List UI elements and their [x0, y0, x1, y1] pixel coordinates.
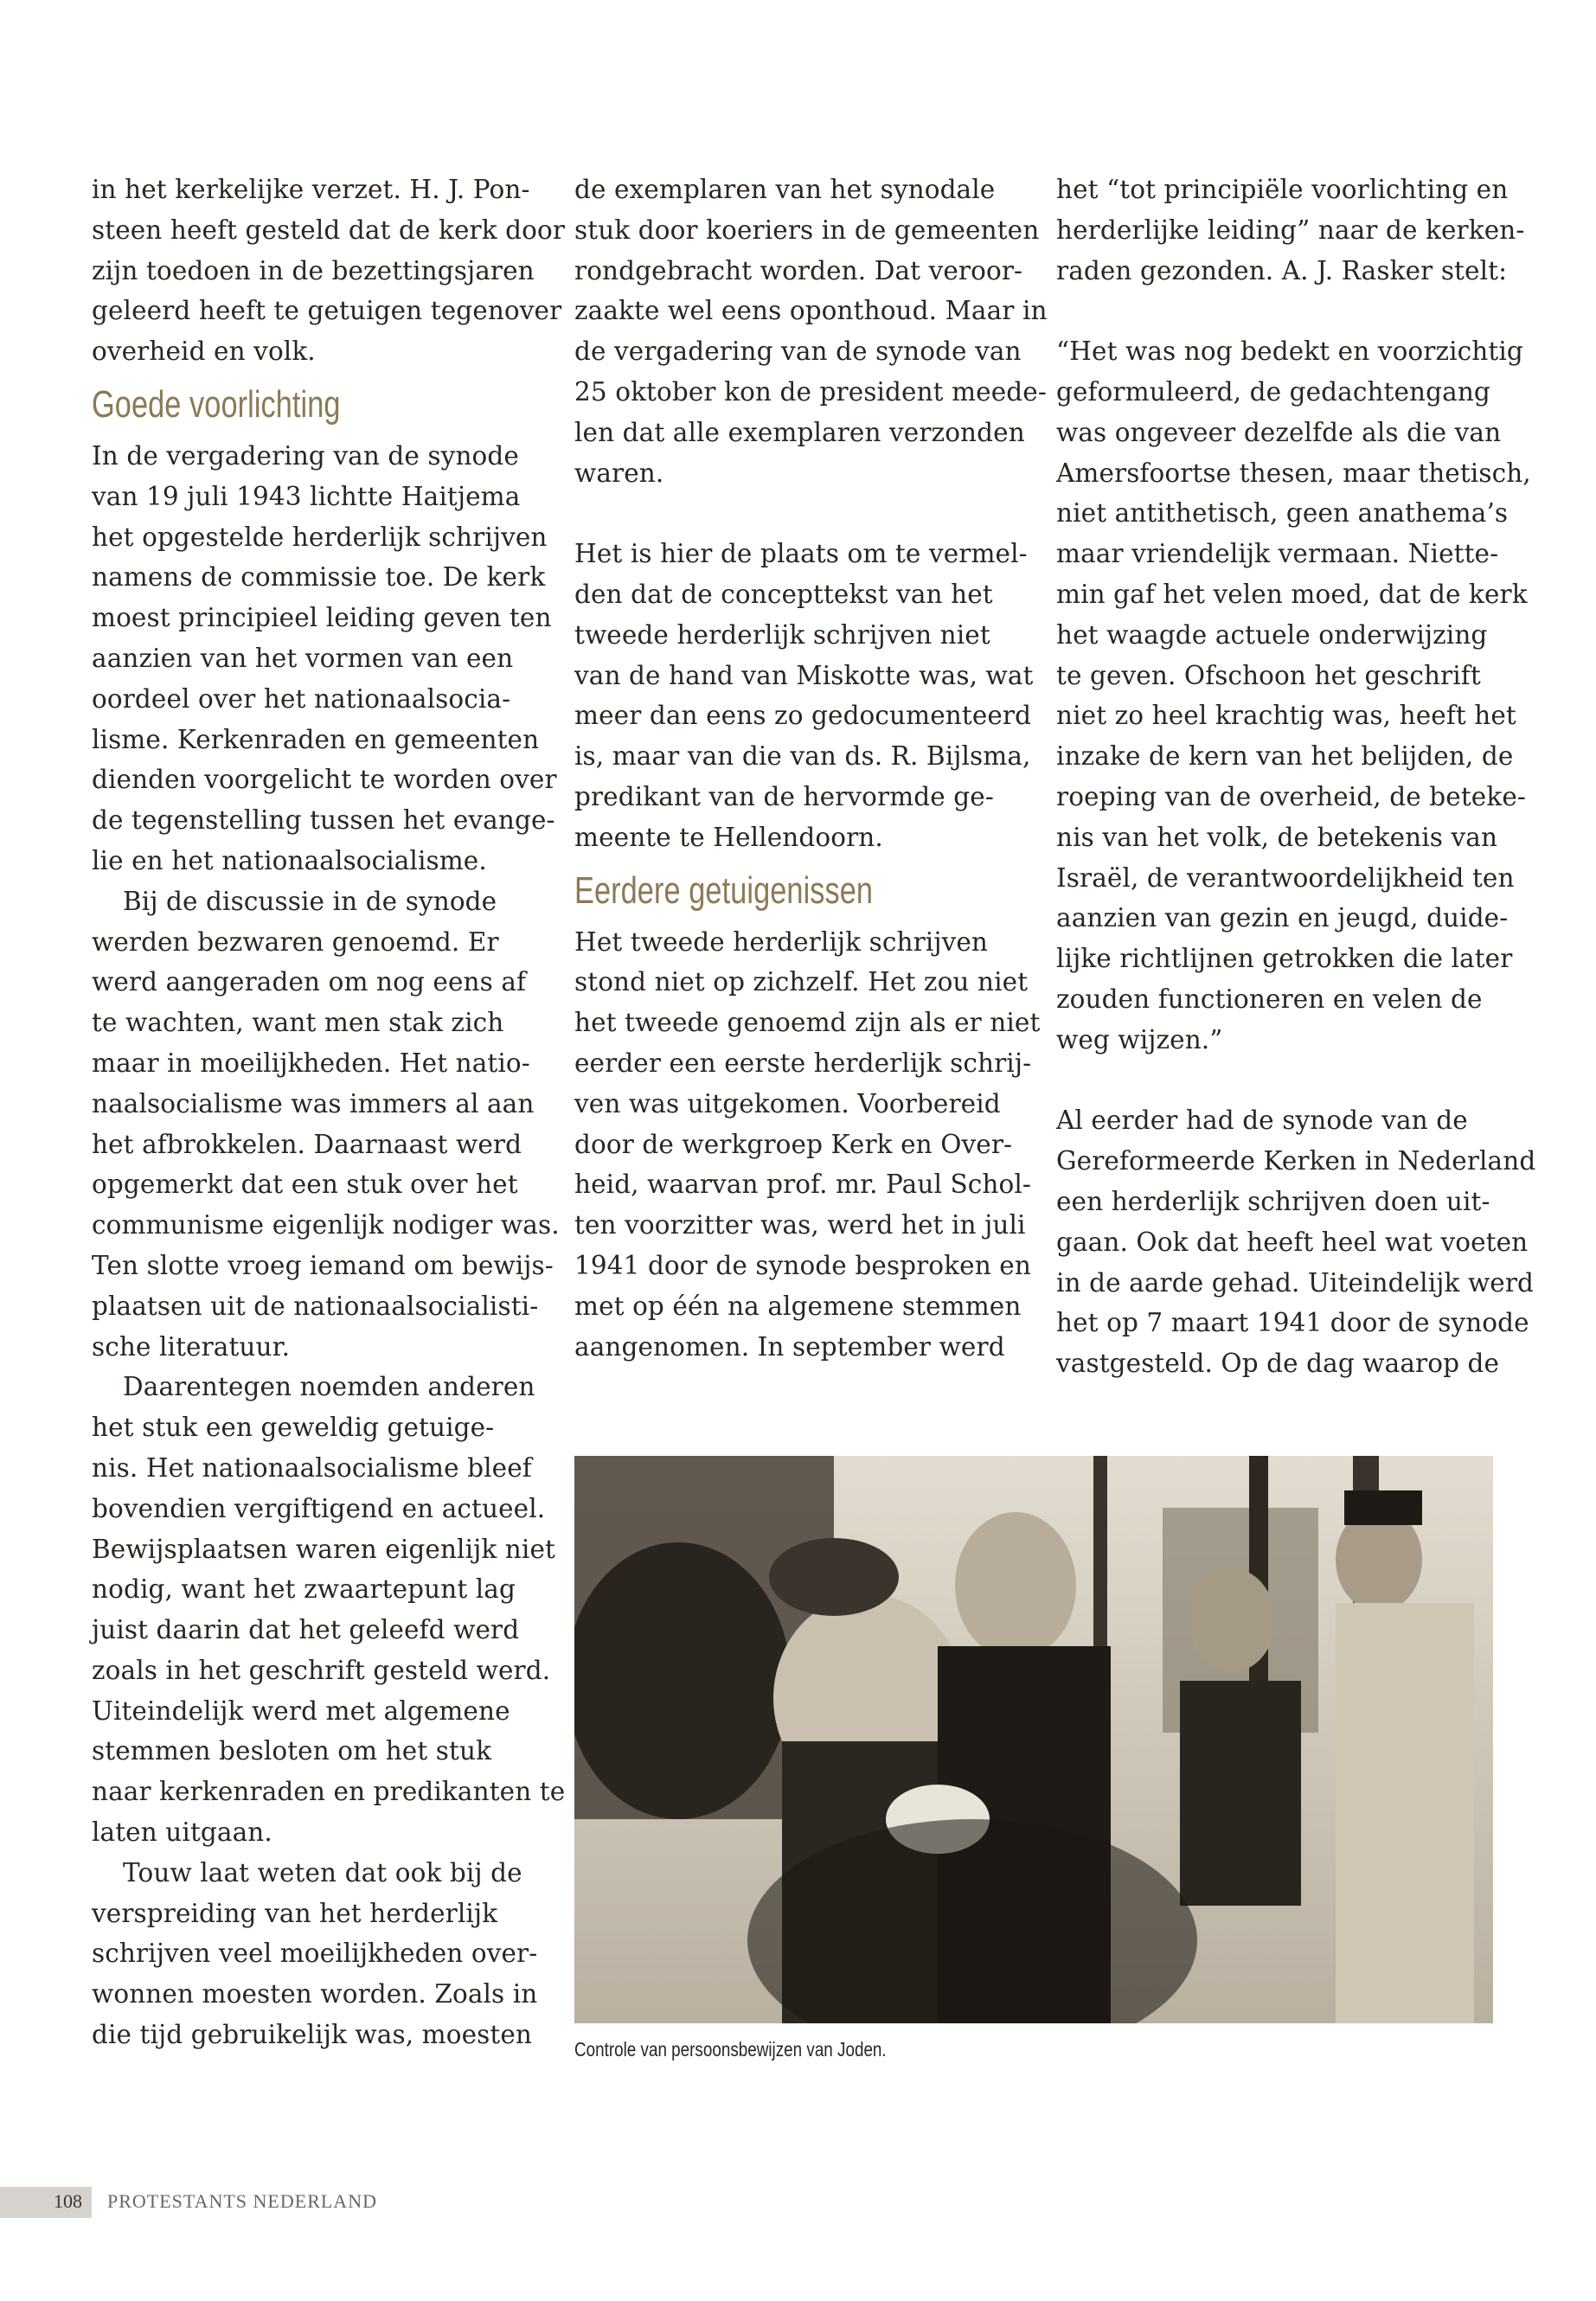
section-heading-eerdere-getuigenissen: Eerdere getuigenissen: [574, 868, 874, 912]
text-line: niet zo heel krachtig was, heeft het: [1056, 701, 1516, 731]
text-line: dienden voorgelicht te worden over: [92, 765, 557, 795]
text-line: het stuk een geweldig getuige-: [92, 1413, 495, 1443]
paragraph: [574, 534, 1034, 857]
text-line: die tijd gebruikelijk was, moesten: [92, 2020, 532, 2050]
text-line: schrijven veel moeilijkheden over-: [92, 1939, 538, 1969]
text-line: gaan. Ook dat heeft heel wat voeten: [1056, 1227, 1529, 1257]
paragraph: [574, 922, 1041, 1368]
text-line: laten uitgaan.: [92, 1817, 272, 1848]
text-line: waren.: [574, 458, 664, 488]
text-line: aanzien van gezin en jeugd, duide-: [1056, 903, 1509, 933]
text-line: vastgesteld. Op de dag waarop de: [1056, 1349, 1500, 1379]
text-line: plaatsen uit de nationaalsocialisti-: [92, 1291, 539, 1321]
text-line: juist daarin dat het geleefd werd: [92, 1615, 520, 1645]
text-line: meente te Hellendoorn.: [574, 822, 883, 852]
text-line: rondgebracht worden. Dat veroor-: [574, 255, 1023, 285]
text-line: van de hand van Miskotte was, wat: [574, 660, 1034, 690]
paragraph: [92, 170, 566, 372]
text-line: de tegenstelling tussen het evange-: [92, 805, 555, 836]
text-line: werd aangeraden om nog eens af: [92, 967, 527, 997]
text-line: Bij de discussie in de synode: [123, 886, 497, 916]
text-line: nodig, want het zwaartepunt lag: [92, 1574, 516, 1605]
text-line: raden gezonden. A. J. Rasker stelt:: [1056, 255, 1508, 285]
text-line: het afbrokkelen. Daarnaast werd: [92, 1129, 522, 1159]
text-line: zijn toedoen in de bezettingsjaren: [92, 255, 535, 285]
text-line: den dat de concepttekst van het: [574, 579, 993, 609]
text-line: In de vergadering van de synode: [92, 440, 519, 471]
text-line: 1941 door de synode besproken en: [574, 1250, 1031, 1280]
text-line: ven was uitgekomen. Voorbereid: [574, 1088, 1001, 1118]
text-line: min gaf het velen moed, dat de kerk: [1056, 579, 1528, 609]
text-line: stond niet op zichzelf. Het zou niet: [574, 967, 1029, 997]
paragraph-spacer: [1056, 291, 1506, 331]
text-line: zoals in het geschrift gesteld werd.: [92, 1655, 551, 1685]
text-line: naar kerkenraden en predikanten te: [92, 1777, 566, 1807]
text-line: 25 oktober kon de president meede-: [574, 376, 1047, 407]
paragraph: [92, 436, 557, 881]
text-line: stuk door koeriers in de gemeenten: [574, 215, 1040, 245]
text-column-2: [574, 170, 1048, 1367]
text-line: oordeel over het nationaalsocia-: [92, 683, 511, 714]
paragraph: [1056, 1100, 1536, 1384]
text-line: het opgestelde herderlijk schrijven: [92, 522, 548, 552]
text-line: Gereformeerde Kerken in Nederland: [1056, 1146, 1536, 1176]
text-line: maar in moeilijkheden. Het natio-: [92, 1048, 530, 1078]
text-line: stemmen besloten om het stuk: [92, 1736, 492, 1766]
text-line: verspreiding van het herderlijk: [92, 1898, 498, 1928]
photo-caption: Controle van persoonsbewijzen van Joden.: [574, 2038, 887, 2061]
text-line: Amersfoortse thesen, maar thetisch,: [1056, 458, 1531, 488]
text-line: werden bezwaren genoemd. Er: [92, 926, 499, 957]
text-line: zaakte wel eens oponthoud. Maar in: [574, 296, 1048, 326]
text-line: aanzien van het vormen van een: [92, 643, 514, 673]
text-line: geformuleerd, de gedachtengang: [1056, 376, 1490, 407]
text-line: steen heeft gesteld dat de kerk door: [92, 215, 566, 245]
text-line: tweede herderlijk schrijven niet: [574, 619, 990, 650]
text-line: moest principieel leiding geven ten: [92, 603, 552, 633]
text-line: nis van het volk, de betekenis van: [1056, 822, 1498, 852]
page-number: 108: [54, 2190, 82, 2212]
text-line: herderlijke leiding” naar de kerken-: [1056, 215, 1525, 245]
text-line: Bewijsplaatsen waren eigenlijk niet: [92, 1534, 555, 1564]
text-line: naalsocialisme was immers al aan: [92, 1088, 535, 1118]
text-line: Israël, de verantwoordelijkheid ten: [1056, 862, 1515, 893]
paragraph: [574, 170, 1048, 493]
text-line: te geven. Ofschoon het geschrift: [1056, 660, 1481, 690]
text-line: inzake de kern van het belijden, de: [1056, 741, 1514, 772]
text-line: bovendien vergiftigend en actueel.: [92, 1493, 546, 1523]
text-line: door de werkgroep Kerk en Over-: [574, 1129, 1013, 1159]
text-line: Het is hier de plaats om te vermel-: [574, 539, 1028, 569]
text-line: te wachten, want men stak zich: [92, 1008, 504, 1038]
text-line: het tweede genoemd zijn als er niet: [574, 1008, 1041, 1038]
text-line: communisme eigenlijk nodiger was.: [92, 1210, 560, 1240]
text-line: de vergadering van de synode van: [574, 336, 1022, 367]
text-line: predikant van de hervormde ge-: [574, 781, 994, 811]
text-column-1: [92, 170, 566, 2055]
text-line: de exemplaren van het synodale: [574, 175, 996, 204]
text-line: is, maar van die van ds. R. Bijlsma,: [574, 741, 1031, 772]
text-line: van 19 juli 1943 lichtte Haitjema: [92, 481, 521, 511]
text-line: Ten slotte vroeg iemand om bewijs-: [92, 1250, 554, 1280]
text-line: overheid en volk.: [92, 336, 316, 367]
running-footer-title: PROTESTANTS NEDERLAND: [107, 2190, 377, 2212]
text-line: sche literatuur.: [92, 1331, 291, 1362]
text-line: lijke richtlijnen getrokken die later: [1056, 944, 1513, 974]
text-line: roeping van de overheid, de beteke-: [1056, 781, 1526, 811]
text-line: Uiteindelijk werd met algemene: [92, 1695, 510, 1726]
text-line: maar vriendelijk vermaan. Niette-: [1056, 539, 1499, 569]
text-line: in het kerkelijke verzet. H. J. Pon-: [92, 175, 530, 204]
paragraph: [92, 1367, 566, 1853]
text-line: namens de commissie toe. De kerk: [92, 562, 546, 593]
text-line: lisme. Kerkenraden en gemeenten: [92, 724, 540, 754]
text-line: meer dan eens zo gedocumenteerd: [574, 701, 1032, 731]
text-line: ten voorzitter was, werd het in juli: [574, 1210, 1026, 1240]
photo-illustration: [574, 1456, 1493, 2023]
text-line: Touw laat weten dat ook bij de: [123, 1857, 522, 1888]
text-line: eerder een eerste herderlijk schrij-: [574, 1048, 1032, 1078]
text-line: weg wijzen.”: [1056, 1024, 1223, 1054]
text-line: een herderlijk schrijven doen uit-: [1056, 1186, 1490, 1216]
text-line: nis. Het nationaalsocialisme bleef: [92, 1452, 532, 1483]
text-line: heid, waarvan prof. mr. Paul Schol-: [574, 1170, 1031, 1200]
text-line: geleerd heeft te getuigen tegenover: [92, 296, 562, 326]
text-line: het waagde actuele onderwijzing: [1056, 619, 1488, 650]
text-line: lie en het nationaalsocialisme.: [92, 845, 487, 875]
text-line: Daarentegen noemden anderen: [123, 1372, 535, 1402]
text-line: aangenomen. In september werd: [574, 1331, 1005, 1362]
text-line: met op één na algemene stemmen: [574, 1291, 1022, 1321]
text-line: Het tweede herderlijk schrijven: [574, 926, 988, 957]
text-line: was ongeveer dezelfde als die van: [1056, 417, 1502, 447]
text-line: Al eerder had de synode van de: [1056, 1106, 1468, 1136]
text-line: zouden functioneren en velen de: [1056, 984, 1483, 1014]
text-line: het “tot principiële voorlichting en: [1056, 175, 1509, 204]
paragraph-spacer: [1056, 1061, 1506, 1101]
paragraph: [1056, 170, 1525, 291]
text-line: wonnen moesten worden. Zoals in: [92, 1979, 538, 2009]
text-line: “Het was nog bedekt en voorzichtig: [1056, 336, 1523, 367]
quote-paragraph: [1056, 331, 1531, 1060]
text-line: niet antithetisch, geen anathema’s: [1056, 498, 1509, 529]
paragraph: [92, 1853, 542, 2055]
text-line: opgemerkt dat een stuk over het: [92, 1170, 518, 1200]
paragraph: [92, 881, 560, 1368]
text-line: len dat alle exemplaren verzonden: [574, 417, 1025, 447]
paragraph-spacer: [574, 493, 1024, 534]
historical-photo: [574, 1456, 1493, 2023]
text-column-3: [1056, 170, 1536, 1384]
section-heading-goede-voorlichting: Goede voorlichting: [92, 382, 341, 426]
text-line: in de aarde gehad. Uiteindelijk werd: [1056, 1267, 1535, 1298]
text-line: het op 7 maart 1941 door de synode: [1056, 1308, 1529, 1338]
